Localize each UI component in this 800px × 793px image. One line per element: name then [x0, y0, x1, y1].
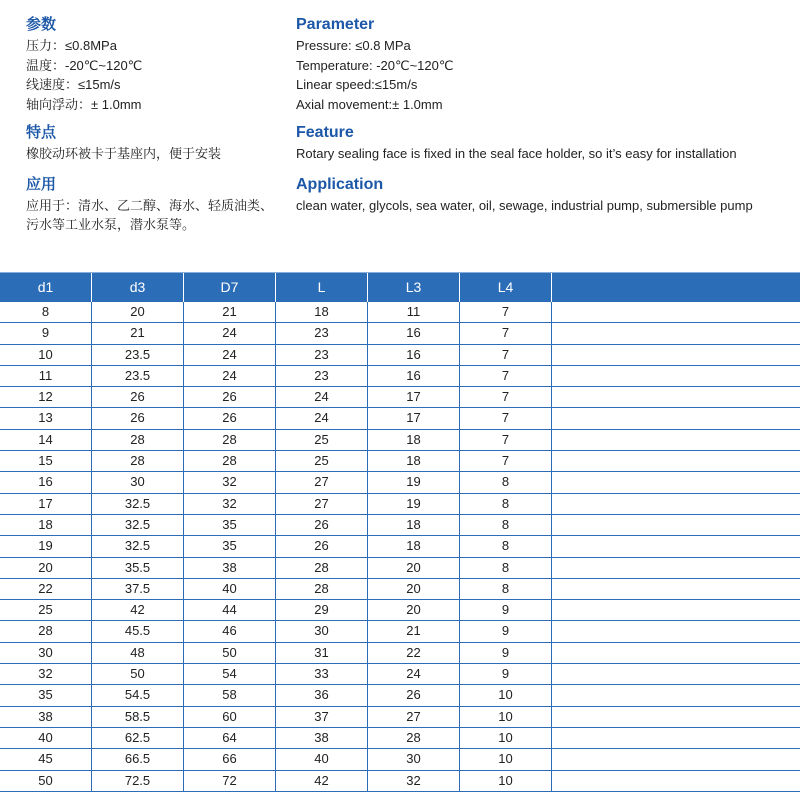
- cell-d1: 15: [0, 451, 92, 471]
- cell-L: 38: [276, 728, 368, 748]
- cell-D7: 24: [184, 323, 276, 343]
- cell-d1: 40: [0, 728, 92, 748]
- cell-L3: 27: [368, 707, 460, 727]
- cell-filler: [552, 579, 800, 599]
- en-param-linear-speed: Linear speed:≤15m/s: [296, 77, 418, 92]
- table-row: [0, 749, 800, 770]
- cell-L4: 8: [460, 536, 552, 556]
- table-row: [0, 579, 800, 600]
- cell-L4: 8: [460, 472, 552, 492]
- table-header-row: [0, 272, 800, 302]
- cell-d1: 38: [0, 707, 92, 727]
- cell-L: 27: [276, 472, 368, 492]
- cell-d3: 32.5: [92, 536, 184, 556]
- table-row: [0, 451, 800, 472]
- cell-L: 27: [276, 494, 368, 514]
- table-row: [0, 664, 800, 685]
- table-row: [0, 494, 800, 515]
- cell-d3: 32.5: [92, 494, 184, 514]
- cell-d1: 32: [0, 664, 92, 684]
- cell-d3: 23.5: [92, 366, 184, 386]
- cell-L3: 18: [368, 515, 460, 535]
- english-spec-column: [296, 14, 796, 215]
- cell-L4: 9: [460, 600, 552, 620]
- cell-L4: 8: [460, 558, 552, 578]
- cell-L3: 18: [368, 536, 460, 556]
- cn-parameter-list: [26, 36, 296, 114]
- cell-d1: 25: [0, 600, 92, 620]
- cell-L4: 7: [460, 323, 552, 343]
- cell-L: 40: [276, 749, 368, 769]
- cell-D7: 24: [184, 345, 276, 365]
- table-row: [0, 430, 800, 451]
- cell-d3: 28: [92, 430, 184, 450]
- cell-D7: 28: [184, 451, 276, 471]
- header-d3: d3: [92, 273, 184, 302]
- cell-d1: 8: [0, 302, 92, 322]
- en-parameter-list: [296, 36, 796, 114]
- cell-L: 36: [276, 685, 368, 705]
- cell-filler: [552, 451, 800, 471]
- cell-D7: 64: [184, 728, 276, 748]
- header-filler: [552, 273, 800, 302]
- cell-filler: [552, 771, 800, 791]
- cell-L: 25: [276, 451, 368, 471]
- cell-L3: 28: [368, 728, 460, 748]
- cell-L4: 7: [460, 366, 552, 386]
- cell-D7: 38: [184, 558, 276, 578]
- cell-filler: [552, 387, 800, 407]
- cell-L: 37: [276, 707, 368, 727]
- table-row: [0, 408, 800, 429]
- cell-D7: 24: [184, 366, 276, 386]
- table-body: [0, 302, 800, 792]
- cell-d3: 35.5: [92, 558, 184, 578]
- cn-feature-title: 特点: [26, 124, 57, 141]
- cell-L4: 10: [460, 749, 552, 769]
- cell-L4: 7: [460, 345, 552, 365]
- cell-d1: 50: [0, 771, 92, 791]
- en-feature-title: Feature: [296, 124, 354, 141]
- cn-application-line-1: 应用于：清水、乙二醇、海水、轻质油类、: [26, 197, 274, 213]
- cell-d3: 21: [92, 323, 184, 343]
- table-row: [0, 600, 800, 621]
- cell-L4: 10: [460, 707, 552, 727]
- cell-D7: 21: [184, 302, 276, 322]
- cell-filler: [552, 621, 800, 641]
- cell-filler: [552, 643, 800, 663]
- cell-L3: 11: [368, 302, 460, 322]
- cell-D7: 46: [184, 621, 276, 641]
- table-row: [0, 771, 800, 792]
- cn-application-line-2: 污水等工业水泵，潜水泵等。: [26, 217, 196, 232]
- cell-L: 30: [276, 621, 368, 641]
- cell-L4: 8: [460, 494, 552, 514]
- cell-d3: 48: [92, 643, 184, 663]
- cell-filler: [552, 302, 800, 322]
- cn-feature-text: 橡胶动环被卡于基座内，便于安装: [26, 146, 222, 161]
- cell-d1: 28: [0, 621, 92, 641]
- cell-d1: 20: [0, 558, 92, 578]
- cell-d1: 18: [0, 515, 92, 535]
- cn-param-pressure: 压力：≤0.8MPa: [26, 38, 117, 53]
- table-row: [0, 558, 800, 579]
- cell-D7: 40: [184, 579, 276, 599]
- cell-d3: 62.5: [92, 728, 184, 748]
- cell-d1: 16: [0, 472, 92, 492]
- cell-D7: 60: [184, 707, 276, 727]
- header-L: L: [276, 273, 368, 302]
- cell-d1: 11: [0, 366, 92, 386]
- cell-L4: 9: [460, 664, 552, 684]
- cell-L4: 9: [460, 621, 552, 641]
- cell-d3: 50: [92, 664, 184, 684]
- cell-d3: 54.5: [92, 685, 184, 705]
- cell-D7: 35: [184, 515, 276, 535]
- cell-filler: [552, 685, 800, 705]
- cell-L: 31: [276, 643, 368, 663]
- cell-D7: 32: [184, 494, 276, 514]
- cell-d1: 35: [0, 685, 92, 705]
- table-row: [0, 536, 800, 557]
- cell-L: 24: [276, 408, 368, 428]
- table-row: [0, 323, 800, 344]
- cell-d3: 45.5: [92, 621, 184, 641]
- cell-filler: [552, 366, 800, 386]
- table-row: [0, 643, 800, 664]
- cell-L: 29: [276, 600, 368, 620]
- en-application-text: clean water, glycols, sea water, oil, sewage, industrial pump, submersible pump: [296, 197, 753, 213]
- cell-d3: 26: [92, 387, 184, 407]
- cell-d1: 45: [0, 749, 92, 769]
- cell-D7: 66: [184, 749, 276, 769]
- cell-L: 28: [276, 558, 368, 578]
- cell-d3: 42: [92, 600, 184, 620]
- header-L3: L3: [368, 273, 460, 302]
- table-row: [0, 366, 800, 387]
- cell-d3: 23.5: [92, 345, 184, 365]
- cell-d3: 32.5: [92, 515, 184, 535]
- cell-L: 24: [276, 387, 368, 407]
- cell-L4: 7: [460, 302, 552, 322]
- cell-L: 18: [276, 302, 368, 322]
- header-L4: L4: [460, 273, 552, 302]
- cell-d3: 28: [92, 451, 184, 471]
- cell-d1: 17: [0, 494, 92, 514]
- cell-L3: 32: [368, 771, 460, 791]
- cell-L3: 21: [368, 621, 460, 641]
- cell-L3: 22: [368, 643, 460, 663]
- cell-L3: 17: [368, 387, 460, 407]
- cell-L4: 7: [460, 451, 552, 471]
- cell-L: 33: [276, 664, 368, 684]
- cell-filler: [552, 323, 800, 343]
- cell-D7: 50: [184, 643, 276, 663]
- cell-L4: 7: [460, 408, 552, 428]
- cell-d1: 30: [0, 643, 92, 663]
- cell-L3: 19: [368, 472, 460, 492]
- cell-filler: [552, 600, 800, 620]
- cell-L4: 9: [460, 643, 552, 663]
- cell-D7: 58: [184, 685, 276, 705]
- cell-L4: 10: [460, 685, 552, 705]
- cell-L3: 16: [368, 345, 460, 365]
- cell-L3: 17: [368, 408, 460, 428]
- cell-L4: 8: [460, 579, 552, 599]
- table-row: [0, 387, 800, 408]
- cell-L3: 16: [368, 366, 460, 386]
- cell-filler: [552, 707, 800, 727]
- cn-param-temperature: 温度：-20℃~120℃: [26, 57, 143, 73]
- cell-filler: [552, 558, 800, 578]
- cn-param-linear-speed: 线速度：≤15m/s: [26, 77, 121, 92]
- cell-L3: 24: [368, 664, 460, 684]
- cell-L3: 20: [368, 600, 460, 620]
- cell-d1: 9: [0, 323, 92, 343]
- cell-d3: 30: [92, 472, 184, 492]
- en-param-temperature: Temperature: -20℃~120℃: [296, 57, 454, 73]
- cell-L: 26: [276, 536, 368, 556]
- table-row: [0, 302, 800, 323]
- cell-D7: 54: [184, 664, 276, 684]
- cell-filler: [552, 728, 800, 748]
- cell-L3: 20: [368, 558, 460, 578]
- cell-D7: 44: [184, 600, 276, 620]
- header-D7: D7: [184, 273, 276, 302]
- cell-d1: 22: [0, 579, 92, 599]
- cell-L4: 10: [460, 771, 552, 791]
- cell-filler: [552, 749, 800, 769]
- cell-D7: 72: [184, 771, 276, 791]
- en-param-axial-movement: Axial movement:± 1.0mm: [296, 96, 443, 112]
- cell-filler: [552, 494, 800, 514]
- cell-filler: [552, 515, 800, 535]
- cell-L4: 8: [460, 515, 552, 535]
- en-application-title: Application: [296, 175, 384, 193]
- cell-L: 23: [276, 366, 368, 386]
- cell-d1: 12: [0, 387, 92, 407]
- chinese-spec-column: [26, 14, 296, 235]
- en-feature-text: Rotary sealing face is fixed in the seal face holder, so it’s easy for installation: [296, 146, 737, 161]
- en-parameter-title: Parameter: [296, 16, 375, 33]
- cell-D7: 26: [184, 408, 276, 428]
- cell-d1: 10: [0, 345, 92, 365]
- cell-D7: 26: [184, 387, 276, 407]
- cell-d3: 20: [92, 302, 184, 322]
- cell-L4: 7: [460, 387, 552, 407]
- dimension-table: [0, 272, 800, 792]
- table-row: [0, 728, 800, 749]
- cell-L: 28: [276, 579, 368, 599]
- cell-D7: 35: [184, 536, 276, 556]
- cell-d3: 72.5: [92, 771, 184, 791]
- cell-L4: 10: [460, 728, 552, 748]
- cell-filler: [552, 664, 800, 684]
- cell-filler: [552, 536, 800, 556]
- cell-L: 23: [276, 323, 368, 343]
- cell-filler: [552, 430, 800, 450]
- cn-parameter-title: 参数: [26, 16, 57, 33]
- cell-d1: 13: [0, 408, 92, 428]
- table-row: [0, 472, 800, 493]
- cell-L3: 16: [368, 323, 460, 343]
- cell-L3: 26: [368, 685, 460, 705]
- cell-L3: 19: [368, 494, 460, 514]
- cell-filler: [552, 408, 800, 428]
- header-d1: d1: [0, 273, 92, 302]
- table-row: [0, 707, 800, 728]
- cell-L4: 7: [460, 430, 552, 450]
- cell-D7: 28: [184, 430, 276, 450]
- cell-d3: 26: [92, 408, 184, 428]
- cell-d1: 19: [0, 536, 92, 556]
- table-row: [0, 685, 800, 706]
- cn-application-title: 应用: [26, 175, 57, 193]
- cell-d3: 58.5: [92, 707, 184, 727]
- cell-L: 23: [276, 345, 368, 365]
- cell-D7: 32: [184, 472, 276, 492]
- cell-filler: [552, 345, 800, 365]
- table-row: [0, 515, 800, 536]
- cell-d1: 14: [0, 430, 92, 450]
- en-param-pressure: Pressure: ≤0.8 MPa: [296, 38, 411, 53]
- cell-L: 26: [276, 515, 368, 535]
- cell-L3: 30: [368, 749, 460, 769]
- cell-d3: 66.5: [92, 749, 184, 769]
- cell-L3: 18: [368, 451, 460, 471]
- cell-d3: 37.5: [92, 579, 184, 599]
- table-row: [0, 345, 800, 366]
- cell-L3: 18: [368, 430, 460, 450]
- table-row: [0, 621, 800, 642]
- cell-L: 25: [276, 430, 368, 450]
- cell-L: 42: [276, 771, 368, 791]
- cell-L3: 20: [368, 579, 460, 599]
- cell-filler: [552, 472, 800, 492]
- cn-param-axial-movement: 轴向浮动：± 1.0mm: [26, 96, 142, 112]
